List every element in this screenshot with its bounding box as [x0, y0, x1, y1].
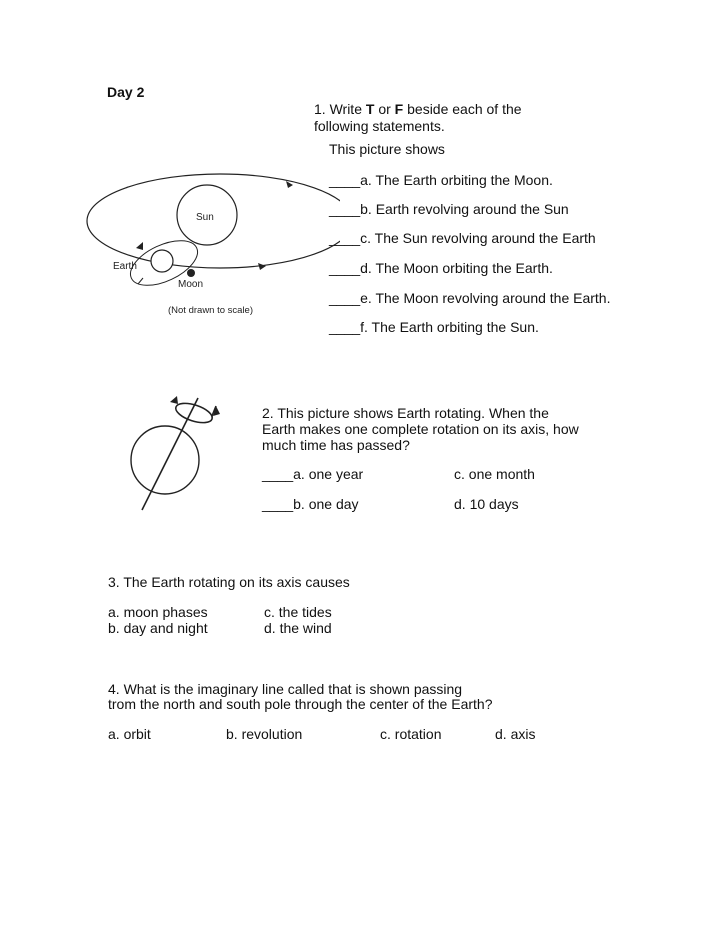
q3-prompt: 3. The Earth rotating on its axis causes: [108, 574, 350, 590]
q2-prompt-line2: Earth makes one complete rotation on its axis, how: [262, 421, 579, 437]
q1-prompt-line2: following statements.: [314, 118, 445, 134]
q3-option-d: d. the wind: [264, 620, 332, 636]
q2-prompt-line1: 2. This picture shows Earth rotating. When the: [262, 405, 549, 421]
q4-option-a: a. orbit: [108, 726, 151, 742]
q1-intro: This picture shows: [329, 141, 445, 157]
sun-label: Sun: [196, 212, 214, 223]
q4-prompt-line2: trom the north and south pole through the center of the Earth?: [108, 696, 493, 712]
moon-label: Moon: [178, 279, 204, 290]
q1-or: or: [374, 101, 395, 117]
q1-statement-a: ____a. The Earth orbiting the Moon.: [329, 172, 553, 188]
q3-option-b: b. day and night: [108, 620, 208, 636]
q2-option-b: ____b. one day: [262, 496, 359, 512]
orbit-arrow-bottom-icon: [258, 263, 266, 270]
q1-true-letter: T: [365, 101, 375, 117]
moon-orbit-arrow-icon: [136, 242, 143, 250]
q1-statement-f: ____f. The Earth orbiting the Sun.: [329, 319, 539, 335]
q1-false-letter: F: [394, 101, 404, 117]
q4-prompt-line1: 4. What is the imaginary line called that is shown passing: [108, 681, 463, 697]
earth-label: Earth: [113, 261, 137, 272]
q1-prompt-post: beside each of the: [403, 101, 522, 117]
q1-prompt-pre: 1. Write: [314, 101, 366, 117]
q4-option-b: b. revolution: [226, 726, 303, 742]
q1-statement-d: ____d. The Moon orbiting the Earth.: [329, 260, 553, 276]
q3-option-c: c. the tides: [264, 604, 332, 620]
moon-dot: [187, 269, 195, 277]
rotation-arrow-left-icon: [170, 396, 178, 404]
q1-statement-e: ____e. The Moon revolving around the Earth.: [329, 290, 611, 306]
earth-globe: [131, 426, 199, 494]
q1-statement-c: ____c. The Sun revolving around the Earth: [329, 230, 596, 246]
figure-caption: (Not drawn to scale): [168, 305, 254, 316]
q4-option-d: d. axis: [495, 726, 536, 742]
q2-option-c: c. one month: [454, 466, 535, 482]
q1-statement-b: ____b. Earth revolving around the Sun: [329, 201, 569, 217]
q4-option-c: c. rotation: [380, 726, 442, 742]
rotation-loop: [173, 400, 214, 427]
q2-prompt-line3: much time has passed?: [262, 437, 410, 453]
q2-option-a: ____a. one year: [262, 466, 364, 482]
q2-option-d: d. 10 days: [454, 496, 519, 512]
earth-circle: [151, 250, 173, 272]
orbit-arrow-top-icon: [286, 181, 293, 188]
q1-prompt-line1: [314, 101, 522, 117]
rotating-earth-diagram: [120, 388, 230, 516]
page-heading: Day 2: [107, 84, 145, 100]
orbit-diagram: [80, 158, 340, 323]
q3-option-a: a. moon phases: [108, 604, 208, 620]
